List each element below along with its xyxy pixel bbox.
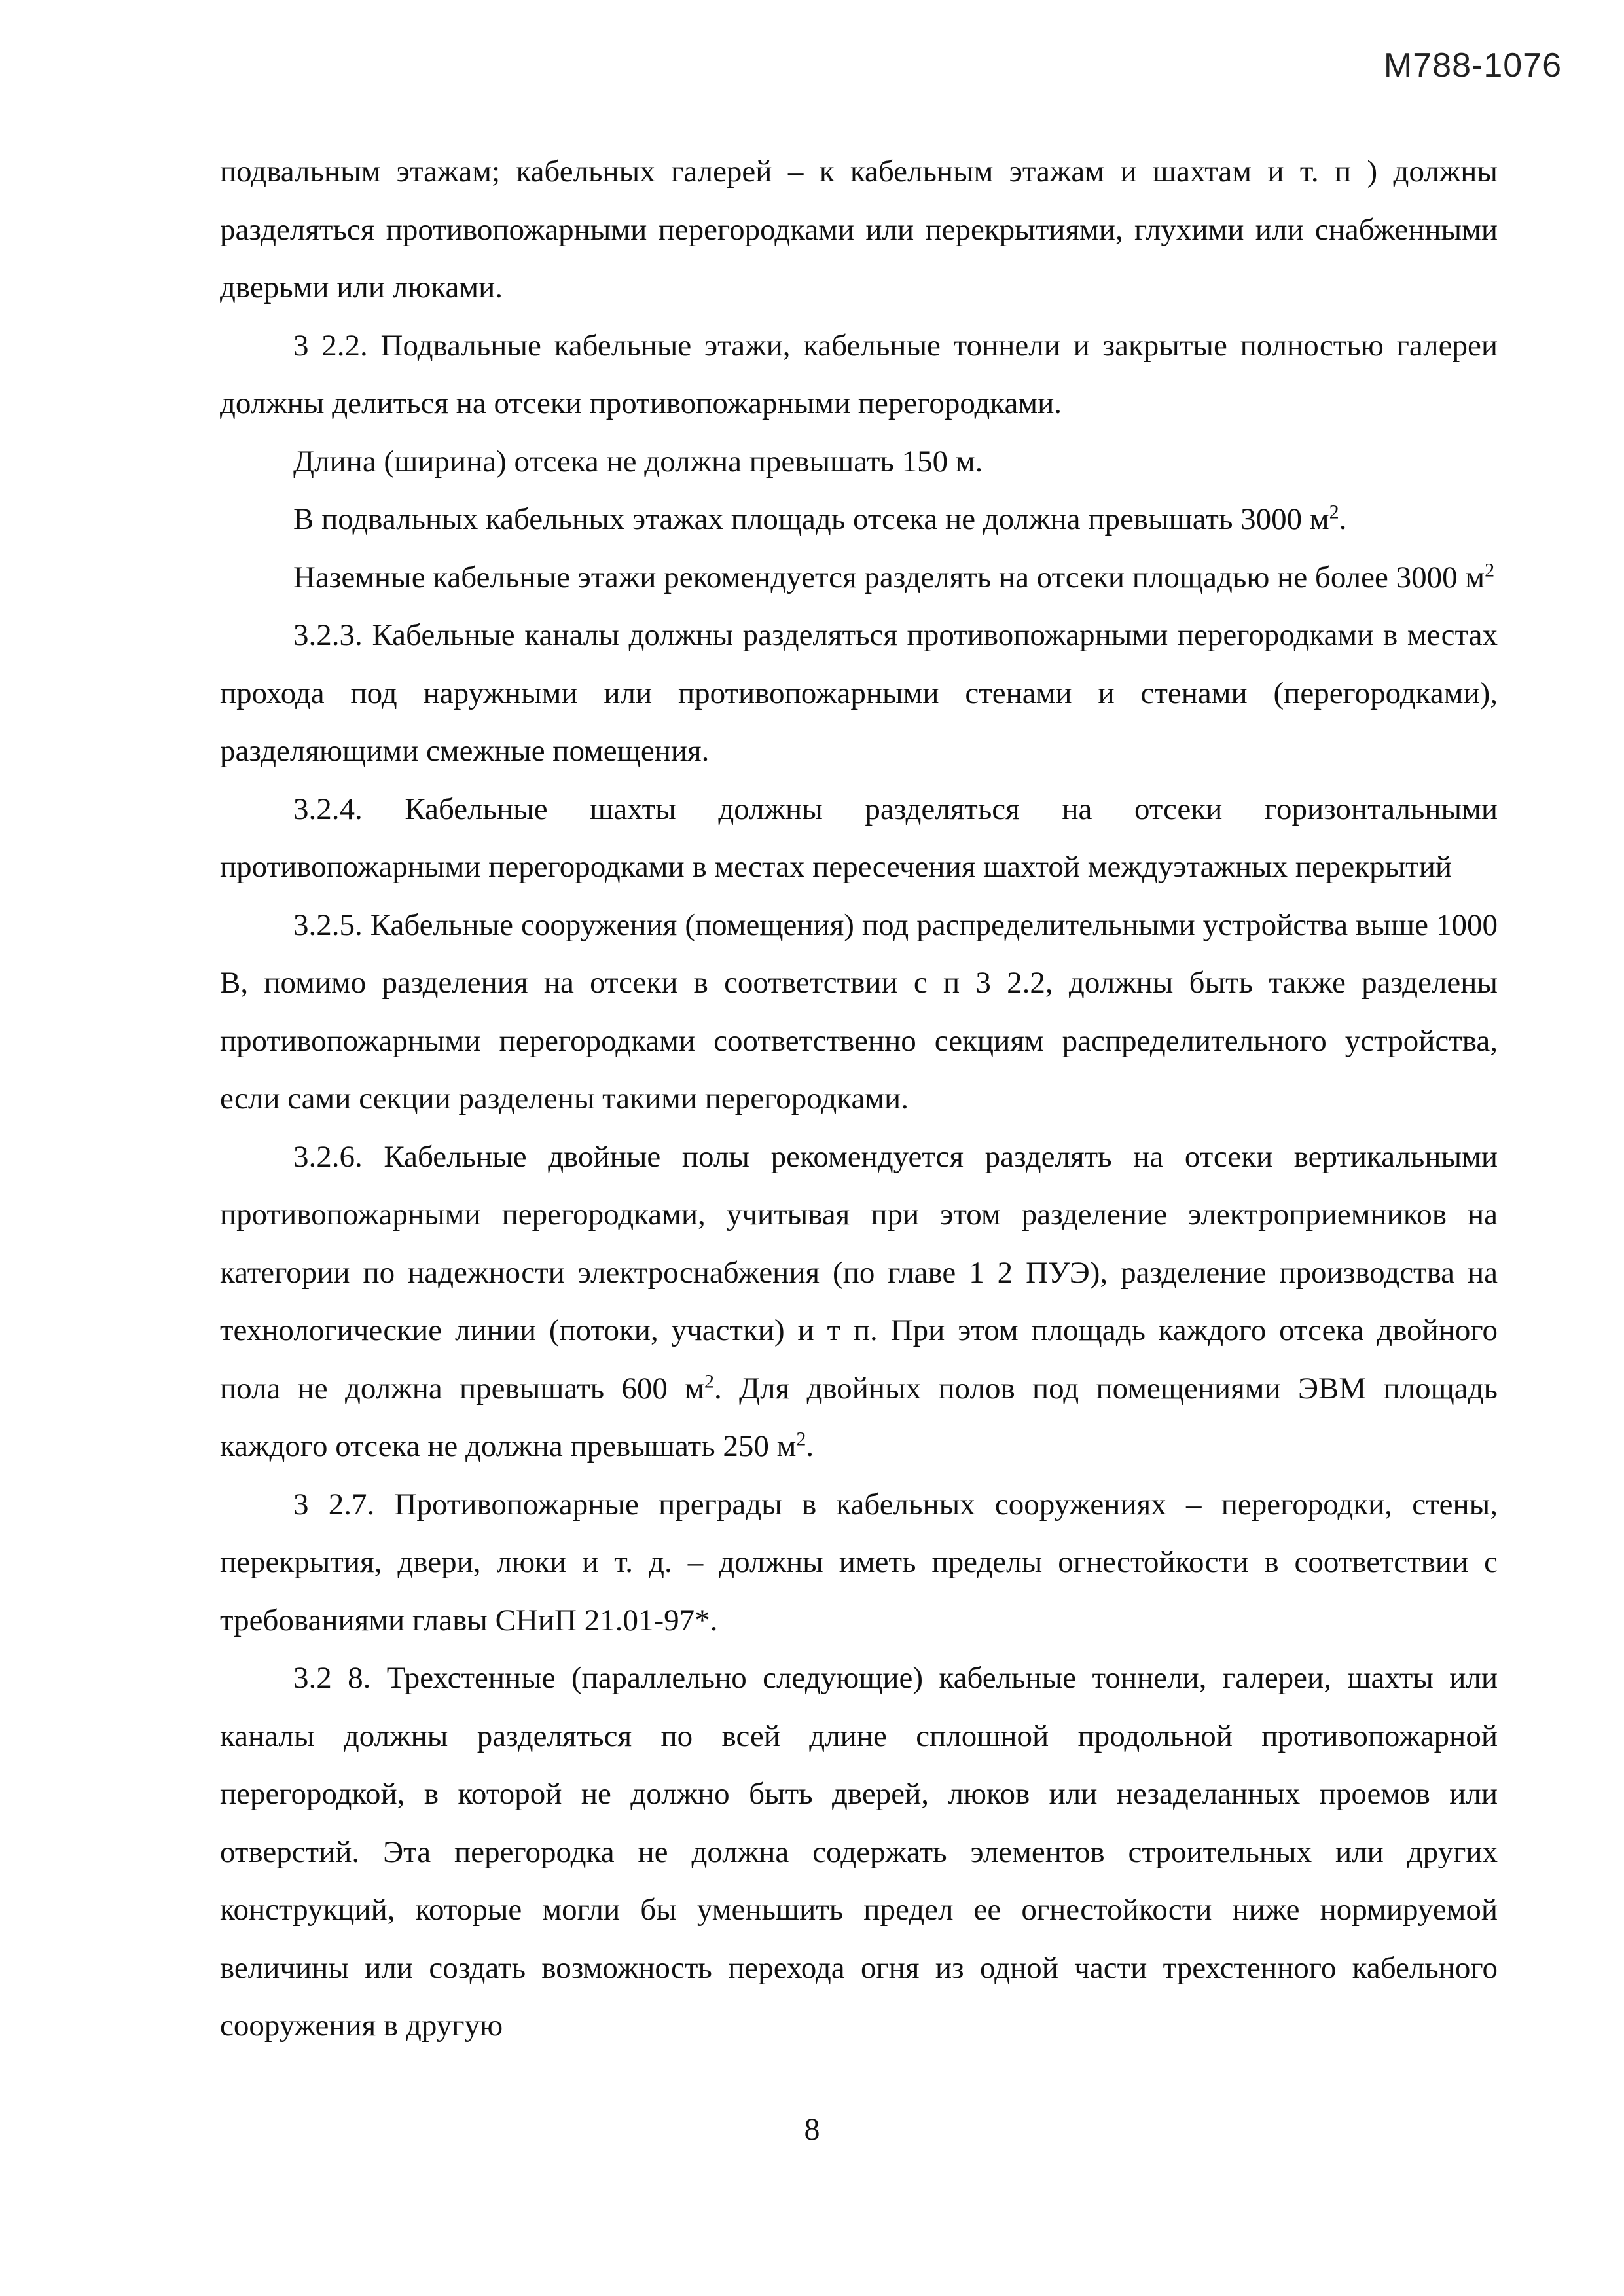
paragraph-3-2-6-part-c: .: [806, 1429, 814, 1463]
basement-area-text: В подвальных кабельных этажах площадь отсека не должна превышать 3000 м: [293, 502, 1329, 536]
document-code: М788-1076: [1383, 46, 1562, 84]
paragraph-3-2-6: [220, 1128, 1498, 1476]
paragraph-basement-area: [220, 490, 1498, 549]
superscript-squared: 2: [1485, 558, 1495, 581]
paragraph-ground-floors: [220, 549, 1498, 607]
superscript-squared: 2: [1329, 501, 1339, 523]
paragraph-intro: подвальным этажам; кабельных галерей – к кабельным этажам и шахтам и т. п ) должны разделяться противопожарными перегородками или перекрытиями, глухими или снабженными дверьми или люками.: [220, 155, 1498, 304]
ground-floors-text: Наземные кабельные этажи рекомендуется разделять на отсеки площадью не более 3000 м: [293, 560, 1485, 594]
superscript-squared: 2: [704, 1370, 714, 1392]
superscript-squared: 2: [796, 1428, 806, 1450]
paragraph-3-2-2: 3 2.2. Подвальные кабельные этажи, кабельные тоннели и закрытые полностью галереи должны делиться на отсеки противопожарными перегородками.: [220, 328, 1498, 420]
paragraph-3-2-6-part-a: 3.2.6. Кабельные двойные полы рекомендуется разделять на отсеки вертикальными противопожарными перегородками, учитывая при этом разделение электроприемников на категории по надежности электроснабжения (по главе 1 2 ПУЭ), разделение производства на технологические линии (потоки, участки) и т п. При этом площадь каждого отсека двойного пола не должна превышать 600 м: [220, 1139, 1498, 1406]
page-body: [220, 143, 1498, 2055]
paragraph-3-2-6-part-b: . Для двойных полов под помещениями ЭВМ площадь каждого отсека не должна превышать 250 м: [220, 1371, 1498, 1463]
page-number: 8: [804, 2112, 820, 2147]
paragraph-3-2-5: 3.2.5. Кабельные сооружения (помещения) под распределительными устройства выше 1000 В, помимо разделения на отсеки в соответствии с п 3 2.2, должны быть также разделены противопожарными перегородками соответственно секциям распределительного устройства, если сами секции разделены такими перегородками.: [220, 907, 1498, 1116]
basement-area-end: .: [1339, 502, 1347, 536]
paragraph-3-2-7: 3 2.7. Противопожарные преграды в кабельных сооружениях – перегородки, стены, перекрытия, двери, люки и т. д. – должны иметь пределы огнестойкости в соответствии с требованиями главы СНиП 21.01-97*.: [220, 1487, 1498, 1637]
paragraph-length: Длина (ширина) отсека не должна превышать 150 м.: [293, 444, 983, 479]
paragraph-3-2-3: 3.2.3. Кабельные каналы должны разделяться противопожарными перегородками в местах прохода под наружными или противопожарными стенами и стенами (перегородками), разделяющими смежные помещения.: [220, 618, 1498, 768]
paragraph-3-2-8: 3.2 8. Трехстенные (параллельно следующие) кабельные тоннели, галереи, шахты или каналы должны разделяться по всей длине сплошной продольной противопожарной перегородкой, в которой не должно быть дверей, люков или незаделанных проемов или отверстий. Эта перегородка не должна содержать элементов строительных или других конструкций, которые могли бы уменьшить предел ее огнестойкости ниже нормируемой величины или создать возможность перехода огня из одной части трехстенного кабельного сооружения в другую: [220, 1661, 1498, 2043]
paragraph-3-2-4: 3.2.4. Кабельные шахты должны разделяться на отсеки горизонтальными противопожарными перегородками в местах пересечения шахтой междуэтажных перекрытий: [220, 792, 1498, 884]
